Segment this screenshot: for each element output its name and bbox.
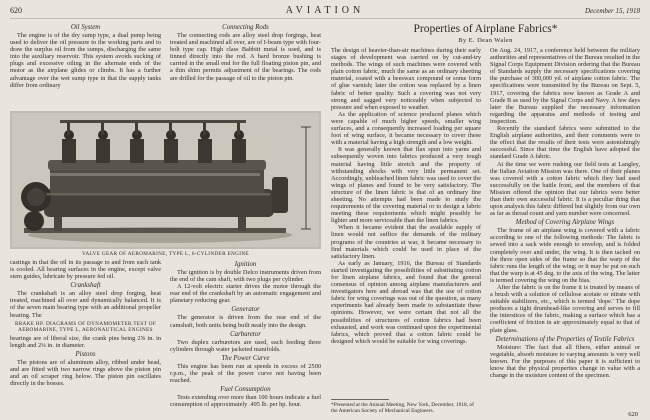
pistons-paragraph: The pistons are of aluminum alloy, ribbed under head, and are fitted with two narrow rings above the piston pin and an oil scraper ring below. The piston pin oscillates directly in the bosses. <box>10 358 161 388</box>
bearings-paragraph: bearings are of liberal size, the crank pins being 2⅝ in. in length and 2¼ in. in diameter. <box>10 334 161 349</box>
section-heading-oil-system: Oil System <box>70 24 101 31</box>
engine-article <box>10 22 321 414</box>
fabric-paragraph: Moisture: The fact that all fibers, either animal or vegetable, absorb moisture to varying amounts is very well known. For the purposes of this paper it is sufficient to know that the physical properties change in value with a change in the moisture content of the specimen. <box>490 343 640 380</box>
engine-article-bottom-columns <box>10 259 321 414</box>
power-curve-paragraph: This engine has been run at speeds in excess of 2500 r.p.m., the peak of the power curve not having been reached. <box>170 362 321 385</box>
section-heading-generator: Generator <box>231 306 260 314</box>
oil-system-continued-paragraph: castings in that the oil in its passage to and from each tank is cooled. All bearing surfaces in the engine, except valve stem guides, lubricate by pressure fed oil. <box>10 259 161 281</box>
fabric-article-columns <box>331 47 640 414</box>
carburetor-paragraph: Two duplex carburetors are used, each feeding three cylinders through water jacketed manifolds. <box>170 338 321 353</box>
page-number-bottom: 620 <box>628 411 638 418</box>
page-number-top: 620 <box>10 6 22 15</box>
magazine-title: AVIATION <box>285 5 365 16</box>
section-heading-crankshaft: Crankshaft <box>70 282 101 290</box>
fabric-paragraph: It was generally known that flax spun into yarns and subsequently woven into fabrics produced a very tough material having little stretch and the property of withstanding shocks with very little permanent set. Accordingly, unbleached linen fabric was used to cover the wings of planes and found to be very satisfactory. The structure of the linen fabric is that of an ordinary fine sheeting. No attempts had been made to study the requirements of the covering material or to design a fabric meeting these requirements which might possibly be lighter and more serviceable than the linen fabrics. <box>331 146 481 225</box>
fabric-paragraph: On Aug. 24, 1917, a conference held between the military authorities and representatives of the Bureau resulted in the Signal Corps Equipment Division ordering that the Bureau of Standards supply the necessary specifications covering the purchase of 300,000 yd. of airplane cotton fabric. The specifications were transmitted by the Bureau on Sept. 5, 1917, covering the fabrics now known as Grade A and Grade B as used by the Signal Corps and Navy. A few days later the Bureau supplied the necessary information regarding the apparatus and methods of testing and inspection. <box>490 47 640 125</box>
fabric-article <box>331 22 640 414</box>
page-body <box>10 22 640 414</box>
generator-paragraph: The generator is driven from the rear end of the camshaft, both units being built neatly into the design. <box>170 314 321 329</box>
fabric-paragraph: As early as January, 1916, the Bureau of Standards started investigating the possibilities of substituting cotton for linen airplane fabrics, and found that the general consensus of opinion among airplane manufacturers and investigators here and abroad was that the use of cotton fabric for wing coverings was out of the question, as many experiments had already been made to substantiate these opinions. However, we were certain that not all the possibilities of structures of cotton fabrics had been exhausted, and work was continued upon the experimental fabrics, which proved that a cotton fabric could be designed which would be suitable for wing coverings. <box>331 259 481 345</box>
section-heading-pistons: Pistons <box>75 350 96 358</box>
article-title: Properties of Airplane Fabrics* <box>413 23 558 35</box>
starter-paragraph: A 12-volt electric starter drives the motor through the rear end of the crankshaft by an automatic engagement and planetary reducing gear. <box>170 283 321 305</box>
fabric-paragraph: The design of heavier-than-air machines during their early stages of development was carried on by cut-and-try methods. The wings of such machines were covered with plain cotton fabric, much the same as an ordinary sheeting material, coated with a beeswax compound or some form of glue varnish; later the cotton was replaced by a linen fabric of better quality. Such a covering was not very strong and sagged very noticeably when subjected to pressure and when exposed to weather. <box>331 47 481 111</box>
photo-caption: VALVE GEAR OF AEROMARINE, TYPE L, 6-CYLINDER ENGINE <box>82 251 249 257</box>
section-heading-fuel-consumption: Fuel Consumption <box>220 386 271 394</box>
engine-col-2-bottom <box>170 259 321 414</box>
section-heading-ignition: Ignition <box>234 261 257 268</box>
article-footnote <box>331 399 481 414</box>
footnote-rule <box>331 399 389 400</box>
engine-col-1-top <box>10 22 161 108</box>
fabric-col-1 <box>331 47 481 414</box>
fuel-consumption-paragraph: Tests extending over more than 100 hours indicate a fuel consumption of approximately .495 lb. per hp. hour. <box>170 394 321 409</box>
fabric-paragraph: The frame of an airplane wing is covered with a fabric according to one of the following methods: The fabric is sewed into a sack wide enough to envelop, and is folded completely over and under, the wing. It is then tacked on the three open sides of the frame so that the warp of the fabric runs the length of the wing; or it may be put on such that the warp is at 45 deg. to the axis of the wing. The latter is termed covering the wing on the bias. <box>490 227 640 284</box>
fabric-paragraph: When it became evident that the available supply of linen would not suffice the demands of the military programs of the countries at war, it became necessary to find materials which could be used in place of the satisfactory linen. <box>331 224 481 260</box>
engine-col-1-bottom <box>10 259 161 414</box>
page-header <box>10 5 640 19</box>
fabric-paragraph: At the time we were rushing our field tests at Langley, the Italian Aviation Mission was there. One of their planes was covered with a cotton fabric which they had used successfully on the battle front, and the members of that Mission offered the opinion that our fabrics were better than their own successful fabric. It is a peculiar thing that upon analysis this fabric differed but slightly from our own as far as thread count and yarn number were concerned. <box>490 160 640 218</box>
fabric-paragraph: As the application of science produced planes which were capable of much higher speeds, smaller wing surfaces, and a consequently increased loading per square foot of wing surface, it became necessary to cover these with a material having a high strength and a low weight. <box>331 110 481 147</box>
fabric-paragraph: Recently the standard fabrics were submitted to the English airplane authorities, and their comments were to the effect that the results of their tests were astonishingly successful. Since that time the English have adopted the standard Grade A fabric. <box>490 125 640 161</box>
crankshaft-paragraph: The crankshaft is an alloy steel drop forging, heat treated, machined all over and dynamically balanced. It is of the seven main bearing type with an additional propeller bearing. The <box>10 290 161 319</box>
figure-caption-brake-hp: BRAKE HP. DIAGRAMS OF DYNAMOMETER TEST OF AEROMARINE, TYPE L, AERONAUTICAL ENGINES <box>14 320 157 333</box>
footnote-text: *Presented at the Annual Meeting, New York, December, 1918, of the American Society of Mechanical Engineers. <box>331 401 474 414</box>
subheading-determinations: Determinations of the Properties of Textile Fabrics <box>495 335 635 343</box>
article-byline: By E. Dean Walen <box>458 37 513 44</box>
engine-photo <box>10 111 321 249</box>
fabric-paragraph: After the fabric is on the frame it is treated by means of a brush with a solution of cellulose acetate or nitrate with suitable stabilizers, etc., which is termed 'dope.' The dope produces a tight drumhead-like covering and serves to fill the interstices of the fabric, making a surface which has a coefficient of friction in air approximately equal to that of plate glass. <box>490 284 640 334</box>
connecting-rods-paragraph: The connecting rods are alloy steel drop forgings, heat treated and machined all over, are of I-beam type with four-bolt type cap. High class Babbitt metal is used, and is tinned directly into the rod. A hard bronze bushing is carried in the small end for the full floating piston pin, and a thin shim permits adjustment of the bearings. The rods are drilled for the passage of oil to the piston pin. <box>170 32 321 82</box>
engine-col-2-top <box>170 22 321 108</box>
fabric-col-2 <box>490 47 640 414</box>
subheading-method-of-covering: Method of Covering Airplane Wings <box>515 219 615 227</box>
engine-photo-figure <box>10 111 321 249</box>
section-heading-connecting-rods: Connecting Rods <box>222 24 269 31</box>
engine-article-top-columns <box>10 22 321 108</box>
issue-date: December 15, 1918 <box>584 7 640 15</box>
section-heading-carburetor: Carburetor <box>230 330 261 338</box>
oil-system-paragraph: The engine is of the dry sump type, a dual pump being used to deliver the oil pressure to the working parts and to draw the surplus oil from the sumps, discharging the same into the auxiliary reservoir. This system avoids sucking of plugs and excessive oiling in the alternate ends of the motor as the airplane glides or climbs. It has a further advantage over the wet sump type in that the supply tanks differ from ordinary <box>10 32 161 89</box>
ignition-paragraph: The ignition is by double Delco instruments driven from the end of the cam shaft, with two plugs per cylinder. <box>170 269 321 284</box>
section-heading-power-curve: The Power Curve <box>221 354 270 362</box>
